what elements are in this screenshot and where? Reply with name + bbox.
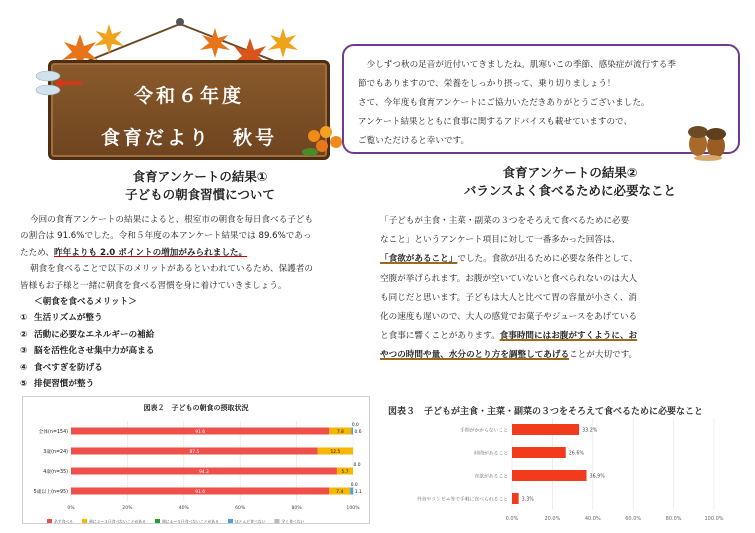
acorn-icon	[682, 116, 732, 162]
data-label: 5.7	[341, 469, 349, 475]
x-tick-label: 80%	[291, 506, 302, 511]
balance-article	[380, 212, 740, 366]
data-label: 94.3	[199, 469, 209, 475]
data-label: 36.9%	[589, 474, 605, 480]
merit-number: ①	[20, 313, 28, 324]
data-label: 1.1	[354, 489, 362, 495]
data-label: 12.5	[330, 449, 341, 455]
merit-text: 食べすぎを防げる	[34, 362, 103, 373]
merit-text: 脳を活性化させ集中力が高まる	[34, 346, 155, 357]
paragraph-line	[20, 245, 360, 261]
merit-heading: ＜朝食を食べるメリット＞	[34, 297, 137, 308]
merit-number: ③	[20, 346, 28, 357]
paragraph-line: なこと」というアンケート項目に対して一番多かった回答は、	[380, 235, 621, 246]
section-heading-2	[400, 164, 740, 200]
heading-line: 子どもの朝食習慣について	[125, 187, 275, 202]
data-label: 91.6	[195, 489, 206, 495]
x-tick-label: 20%	[122, 506, 133, 511]
intro-line: アンケート結果とともに食事に関するアドバイスも載せていますので、	[358, 117, 633, 127]
merit-item	[20, 327, 360, 343]
heading-line: 食育アンケートの結果①	[132, 169, 268, 184]
data-label: 0.6	[354, 429, 362, 435]
legend-swatch	[82, 519, 87, 523]
paragraph-line: 朝食を食べることで以下のメリットがあるといわれているため、保護者の	[30, 264, 313, 275]
x-tick-label: 40.0%	[584, 516, 601, 522]
intro-line: ご覧いただけると幸いです。	[358, 136, 470, 146]
highlight-text: 昨年よりも 2.0 ポイントの増加がみられました。	[54, 247, 248, 258]
category-label: 手間がかからないこと	[460, 428, 508, 434]
chart-title: 図表２ 子どもの朝食の摂取状況	[143, 404, 249, 412]
merit-item	[20, 343, 360, 359]
merit-number: ⑤	[20, 379, 28, 390]
bar-segment	[350, 488, 353, 495]
data-label: 0.0	[351, 423, 359, 428]
merit-item	[20, 360, 360, 376]
merit-item	[20, 376, 360, 392]
data-label: 26.6%	[568, 451, 584, 457]
breakfast-chart	[22, 396, 370, 524]
bar	[512, 424, 579, 435]
merit-number: ④	[20, 362, 28, 373]
paragraph-line	[380, 346, 740, 365]
x-tick-label: 40%	[178, 506, 189, 511]
merit-text: 活動に必要なエネルギーの補給	[34, 329, 155, 340]
x-tick-label: 0%	[67, 506, 75, 511]
intro-message-box	[342, 44, 740, 154]
x-tick-label: 20.0%	[544, 516, 561, 522]
category-label: 全体(n=154)	[38, 429, 68, 435]
legend-label: 週に２～３日食べないことがある	[89, 519, 146, 523]
category-label: 時間があること	[474, 451, 508, 457]
paragraph-line: 空腹が挙げられます。お腹が空いていないと食べられないのは大人	[380, 273, 638, 284]
maple-leaf-icon	[92, 22, 126, 56]
highlight-text: やつの時間や量、水分のとり方を調整してあげる	[380, 350, 570, 361]
data-label: 91.6	[195, 429, 206, 435]
data-label: 7.4	[336, 489, 344, 495]
merit-text: 排便習慣が整う	[34, 379, 95, 390]
data-label: 7.8	[336, 429, 344, 435]
category-label: 外食やコンビニ等で手軽に食べられること	[416, 497, 508, 503]
chart-title: 図表３ 子どもが主食・主菜・副菜の３つをそろえて食べるために必要なこと	[388, 407, 704, 417]
x-tick-label: 100%	[346, 506, 360, 511]
maple-leaf-icon	[198, 26, 232, 60]
paragraph-line	[380, 250, 740, 269]
text-span: ことが大切です。	[569, 350, 638, 361]
dragonfly-icon	[34, 66, 84, 106]
data-label: 3.3%	[521, 497, 534, 503]
breakfast-article	[20, 212, 360, 392]
title-line-2: 食育だより 秋号	[100, 127, 277, 149]
category-label: 5歳以上(n=95)	[33, 489, 68, 495]
category-label: 3歳(n=24)	[43, 449, 68, 455]
legend-label: 必ず食べる	[54, 519, 73, 523]
legend-swatch	[274, 519, 279, 523]
x-tick-label: 60.0%	[625, 516, 642, 522]
x-tick-label: 80.0%	[665, 516, 682, 522]
intro-line: さて、今年度も食育アンケートにご協力いただきありがとうございました。	[358, 98, 650, 108]
legend-swatch	[155, 519, 160, 523]
breakfast-chart-svg	[23, 397, 369, 523]
text-span: でした。食欲が出るために必要な条件として、	[457, 254, 638, 265]
maple-leaf-icon	[266, 26, 300, 60]
x-tick-label: 0.0%	[505, 516, 519, 522]
paragraph-line: の割合は 91.6%でした。令和５年度の本アンケート結果では 89.6%であっ	[20, 231, 312, 242]
legend-label: ほとんど食べない	[235, 519, 266, 523]
x-tick-label: 100.0%	[704, 516, 724, 522]
data-label: 0.0	[350, 483, 358, 488]
category-label: 4歳(n=35)	[43, 469, 68, 475]
bar	[512, 447, 566, 458]
balance-chart	[378, 398, 732, 526]
highlight-text: 食事時間にはお腹がすくように、お	[499, 331, 638, 342]
merit-text: 生活リズムが整う	[34, 313, 103, 324]
legend-label: 全く食べない	[281, 519, 305, 523]
bar	[512, 493, 519, 504]
legend-swatch	[47, 519, 52, 523]
heading-line: バランスよく食べるために必要なこと	[463, 183, 677, 198]
legend-swatch	[228, 519, 233, 523]
bar-segment	[351, 428, 353, 435]
text-span: たため、	[20, 247, 55, 258]
x-tick-label: 60%	[235, 506, 246, 511]
text-span: と食事に響くことがあります。	[380, 331, 500, 342]
header-sign	[30, 6, 330, 166]
bar	[512, 470, 587, 481]
paragraph-line	[380, 327, 740, 346]
paragraph-line: 今回の食育アンケートの結果によると、根室市の朝食を毎日食べる子ども	[30, 215, 314, 225]
merit-number: ②	[20, 329, 28, 340]
paragraph-line: 化の速度も遅いので、大人の感覚でお菓子やジュースをあげている	[380, 312, 638, 323]
data-label: 33.2%	[582, 428, 598, 434]
data-label: 0.0	[353, 463, 361, 468]
highlight-text: 「食欲があること」	[380, 254, 458, 265]
heading-line: 食育アンケートの結果②	[502, 165, 638, 180]
merit-item	[20, 310, 360, 326]
legend-label: 週に４～５日食べないことがある	[162, 519, 219, 523]
category-label: 食欲があること	[474, 474, 508, 480]
title-board	[48, 60, 330, 160]
paragraph-line: 皆様もお子様と一緒に朝食を食べる習慣を身に着けていきましょう。	[20, 280, 287, 291]
paragraph-line: 「子どもが主食・主菜・副菜の３つをそろえて食べるために必要	[380, 216, 630, 226]
section-heading-1	[60, 168, 340, 204]
intro-line: 少しずつ秋の足音が近付いてきましたね。肌寒いこの季節、感染症が流行する季	[358, 60, 676, 70]
data-label: 87.5	[189, 449, 200, 455]
title-line-1: 令和６年度	[133, 85, 244, 107]
paragraph-line: も同じだと思います。子どもは大人と比べて胃の容量が小さく、消	[380, 292, 637, 303]
balance-chart-svg	[378, 398, 732, 526]
intro-line: 節でもありますので、栄養をしっかり摂って、乗り切りましょう！	[358, 79, 616, 89]
